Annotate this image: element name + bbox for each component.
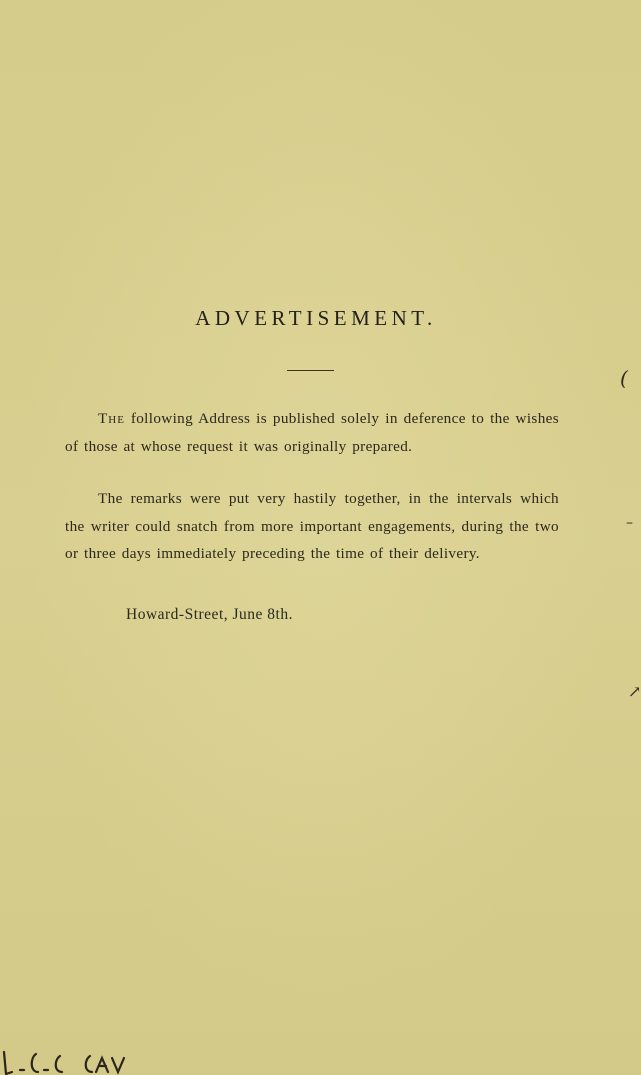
paragraph-1-lead: The	[98, 410, 125, 427]
signoff-line: Howard-Street, June 8th.	[126, 606, 293, 623]
page-heading: ADVERTISEMENT.	[195, 306, 437, 330]
handwritten-scribble	[0, 1048, 140, 1075]
margin-dash-mark: –	[626, 515, 633, 531]
heading-rule	[287, 370, 334, 371]
bleed-through-text	[0, 22, 640, 38]
paragraph-1-text: following Address is published solely in deference to the wishes of those at whose request it was originally prepared.	[65, 410, 559, 455]
margin-arrow-mark: ↗	[628, 682, 641, 701]
paragraph-2: The remarks were put very hastily together, in the intervals which the writer could snatch from more important engagements, during the two or three days immediately preceding the time of their delivery.	[65, 490, 559, 562]
bleed-through-title	[0, 200, 640, 253]
margin-mark: (	[620, 366, 628, 390]
paragraph-1	[65, 405, 559, 460]
